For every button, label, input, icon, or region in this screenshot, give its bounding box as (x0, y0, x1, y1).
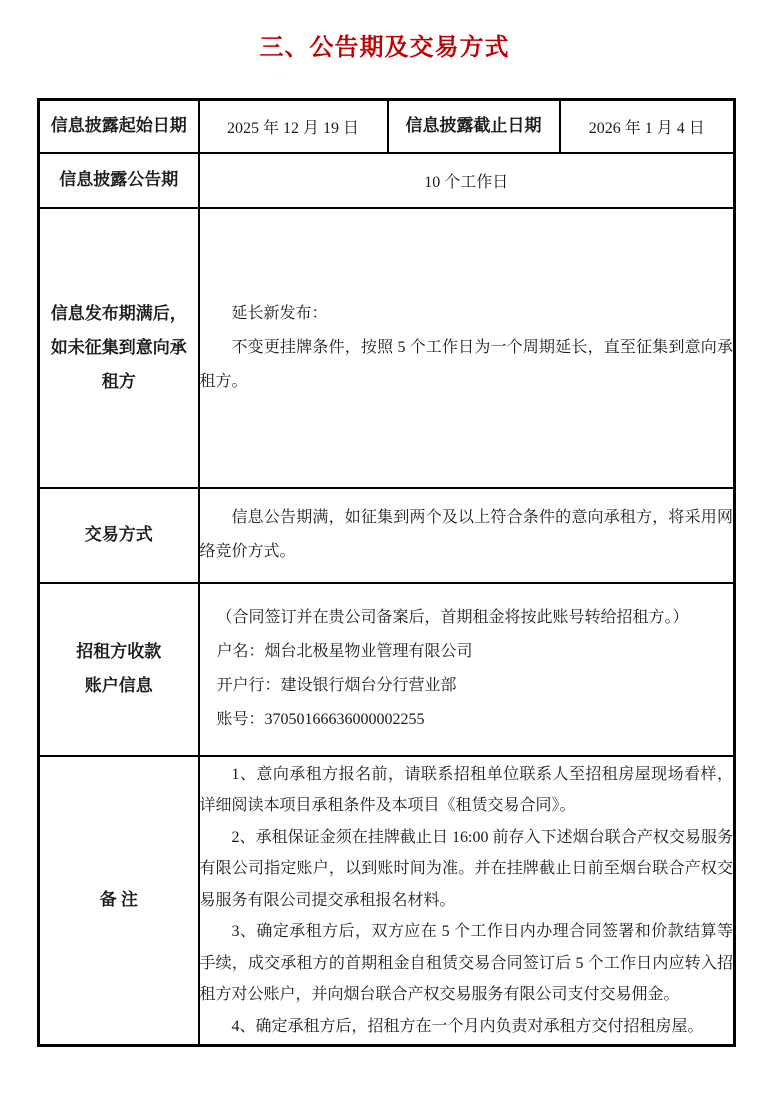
table-row-announcement-period (39, 153, 735, 208)
transaction-method-label: 交易方式 (39, 488, 199, 583)
label-line: 租方 (101, 371, 136, 391)
account-line: 户名：烟台北极星物业管理有限公司 (216, 643, 473, 660)
remarks-content (199, 756, 735, 1046)
account-info-label (39, 583, 199, 756)
transaction-method-content (199, 488, 735, 583)
label-line: 信息发布期满后， (50, 303, 187, 323)
extension-label (39, 208, 199, 488)
disclosure-end-label: 信息披露截止日期 (388, 100, 560, 153)
disclosure-end-value: 2026 年 1 月 4 日 (560, 100, 735, 153)
table-row-remarks (39, 756, 735, 1046)
paragraph: 3、确定承租方后，双方应在 5 个工作日内办理合同签署和价款结算等手续，成交承租方的首期租金自租赁交易合同签订后 5 个工作日内应转入招租方对公账户，并向烟台联合产权交易服务有限公司支付交易佣金。 (199, 923, 733, 1003)
announcement-period-label: 信息披露公告期 (39, 153, 199, 208)
table-row-extension (39, 208, 735, 488)
table-row-account-info (39, 583, 735, 756)
paragraph: 1、意向承租方报名前，请联系招租单位联系人至招租房屋现场看样，详细阅读本项目承租条件及本项目《租赁交易合同》。 (199, 765, 733, 814)
paragraph: 信息公告期满，如征集到两个及以上符合条件的意向承租方，将采用网络竞价方式。 (199, 509, 733, 560)
paragraph: 延长新发布： (231, 304, 328, 322)
label-line: 如未征集到意向承 (50, 337, 187, 357)
account-info-content (199, 583, 735, 756)
paragraph: 不变更挂牌条件，按照 5 个工作日为一个周期延长，直至征集到意向承租方。 (199, 338, 733, 390)
remarks-label: 备 注 (39, 756, 199, 1046)
account-line: 账号：37050166636000002255 (216, 711, 425, 728)
disclosure-start-value: 2025 年 12 月 19 日 (199, 100, 388, 153)
account-line: 开户行：建设银行烟台分行营业部 (216, 677, 457, 694)
page-title: 三、公告期及交易方式 (259, 35, 510, 61)
label-line: 招租方收款 (76, 642, 162, 661)
paragraph: 2、承租保证金须在挂牌截止日 16:00 前存入下述烟台联合产权交易服务有限公司指定账户，以到账时间为准。并在挂牌截止日前至烟台联合产权交易服务有限公司提交承租报名材料。 (199, 828, 733, 909)
announcement-table (37, 98, 736, 1047)
label-line: 账户信息 (84, 676, 153, 695)
disclosure-start-label: 信息披露起始日期 (39, 100, 199, 153)
table-row-disclosure-dates (39, 100, 735, 153)
extension-content (199, 208, 735, 488)
announcement-period-value: 10 个工作日 (199, 153, 735, 208)
account-line: （合同签订并在贵公司备案后，首期租金将按此账号转给招租方。） (216, 609, 689, 626)
paragraph: 4、确定承租方后，招租方在一个月内负责对承租方交付招租房屋。 (231, 1017, 704, 1035)
table-row-transaction-method (39, 488, 735, 583)
